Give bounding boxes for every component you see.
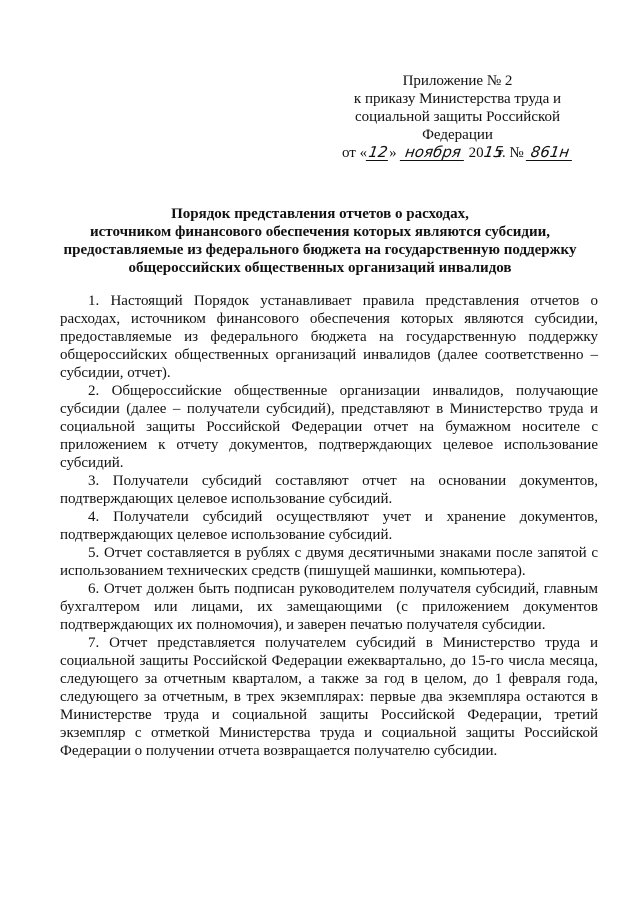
date-mid: » <box>389 145 397 161</box>
title-line-3: предоставляемые из федерального бюджета на государственную поддержку <box>63 242 577 258</box>
annex-title: Приложение № 2 <box>402 73 513 89</box>
handwritten-order-number: 861н <box>526 144 574 161</box>
annex-ministry-line: социальной защиты Российской <box>354 109 561 125</box>
paragraph-1: 1. Настоящий Порядок устанавливает правила представления отчетов о расходах, источником финансового обеспечения которых являются субсидии, предоставляемые из федерального бюджета на государственную поддержку общероссийских общественных организаций инвалидов (далее соответственно – субсидии, отчет). <box>60 293 598 381</box>
year-end: г. № <box>497 145 524 161</box>
paragraph-6: 6. Отчет должен быть подписан руководителем получателя субсидий, главным бухгалтером или лицами, их замещающими (с приложением документов подтверждающих их полномочия), и заверен печатью получателя субсидии. <box>60 581 598 633</box>
annex-date-line <box>340 144 575 162</box>
annex-order-line: к приказу Министерства труда и <box>353 91 562 107</box>
title-line-2: источником финансового обеспечения которых являются субсидии, <box>89 224 551 240</box>
year-prefix: 20 <box>468 145 484 161</box>
paragraph-2: 2. Общероссийские общественные организации инвалидов, получающие субсидии (далее – получатели субсидий), представляют в Министерство труда и социальной защиты Российской Федерации отчет на бумажном носителе с приложением к отчету документов, подтверждающих целевое использование субсидий. <box>60 383 598 471</box>
document-title <box>60 205 580 277</box>
title-line-1: Порядок представления отчетов о расходах, <box>171 206 469 222</box>
annex-federation-line: Федерации <box>422 127 493 143</box>
handwritten-day: 12 <box>367 143 389 161</box>
paragraph-4: 4. Получатели субсидий осуществляют учет и хранение документов, подтверждающих целевое использование субсидий. <box>60 509 598 543</box>
handwritten-month: ноября <box>399 144 465 161</box>
document-body <box>60 292 598 760</box>
paragraph-7: 7. Отчет представляется получателем субсидий в Министерство труда и социальной защиты Российской Федерации ежеквартально, до 15-го числа месяца, следующего за отчетным кварталом, а также за год в целом, до 1 февраля года, следующего за отчетным, в трех экземплярах: первые два экземпляра остаются в Министерстве труда и социальной защиты Российской Федерации, третий экземпляр с отметкой Министерства труда и социальной защиты Российской Федерации о получении отчета возвращается получателю субсидии. <box>60 635 598 759</box>
annex-header <box>340 72 575 162</box>
title-line-4: общероссийских общественных организаций инвалидов <box>128 260 512 276</box>
handwritten-year: 15 <box>482 143 504 161</box>
paragraph-5: 5. Отчет составляется в рублях с двумя десятичными знаками после запятой с использованием технических средств (пишущей машинки, компьютера). <box>60 545 598 579</box>
paragraph-3: 3. Получатели субсидий составляют отчет на основании документов, подтверждающих целевое использование субсидий. <box>60 473 598 507</box>
date-prefix: от « <box>342 145 368 161</box>
